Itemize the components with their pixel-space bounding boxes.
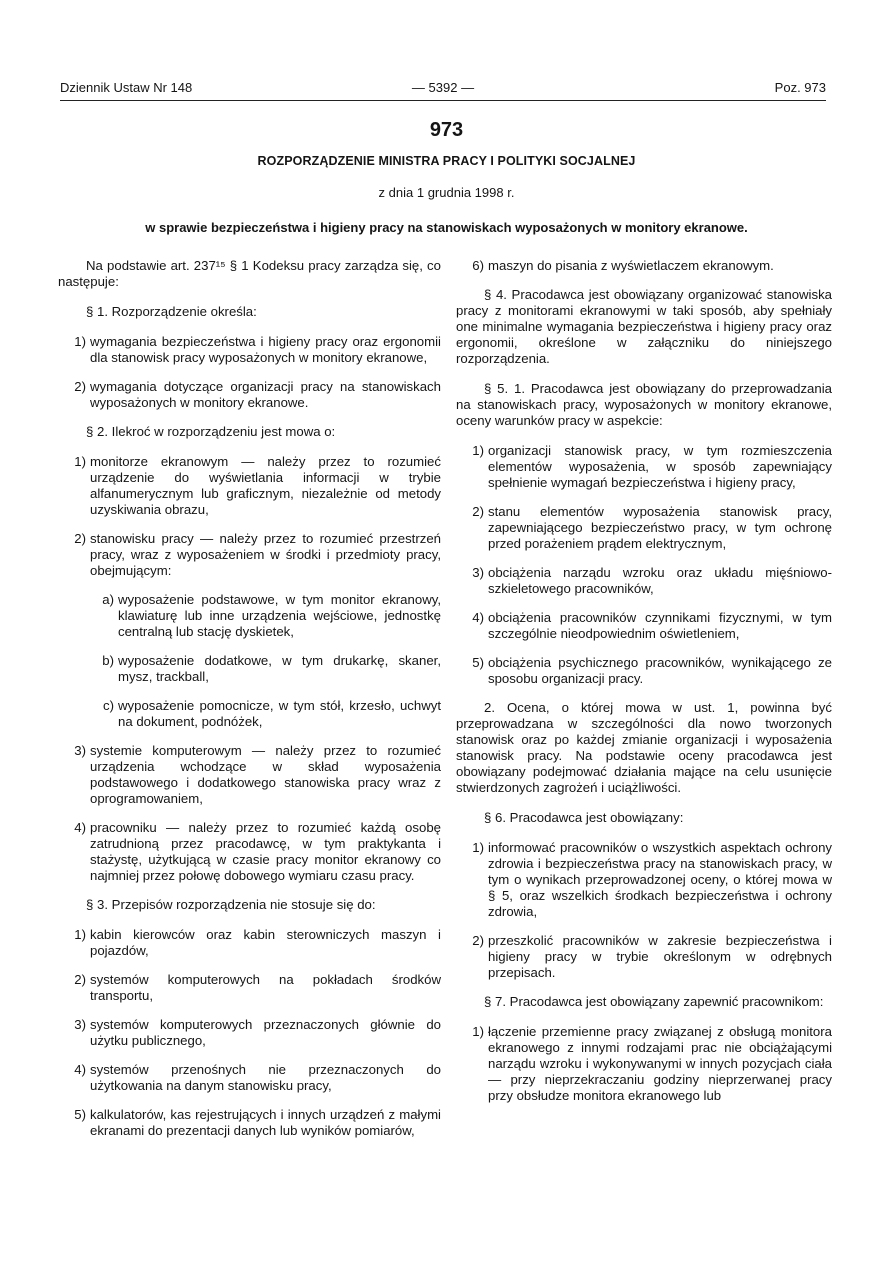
- item-text: systemie komputerowym — należy przez to rozumieć urządzenia wchodzące w skład wyposażenia podstawowego i dodatkowego stanowiska pracy wraz z oprogramowaniem,: [90, 743, 441, 806]
- list-item: [456, 840, 832, 920]
- item-text: kalkulatorów, kas rejestrujących i innych urządzeń z małymi ekranami do prezentacji danych lub wyników pomiarów,: [90, 1107, 441, 1138]
- item-text: organizacji stanowisk pracy, w tym rozmieszczenia elementów wyposażenia, w sposób zapewniający spełnienie wymagań bezpieczeństwa i higieny pracy,: [488, 443, 832, 490]
- item-letter: c): [103, 698, 114, 713]
- item-text: przeszkolić pracowników w zakresie bezpieczeństwa i higieny pracy w trybie określonym w odrębnych przepisach.: [488, 933, 832, 980]
- section-1-heading: § 1. Rozporządzenie określa:: [86, 304, 257, 319]
- item-number: 4): [74, 1062, 86, 1077]
- sub-list-item: [86, 592, 441, 640]
- page-header: [60, 80, 826, 100]
- act-date: z dnia 1 grudnia 1998 r.: [378, 185, 515, 200]
- item-number: 3): [74, 1017, 86, 1032]
- list-item: [58, 1062, 441, 1094]
- item-text: maszyn do pisania z wyświetlaczem ekranowym.: [488, 258, 774, 273]
- page-number: — 5392 —: [411, 80, 475, 95]
- item-text: wyposażenie dodatkowe, w tym drukarkę, skaner, mysz, trackball,: [118, 653, 441, 684]
- item-number: 1): [74, 927, 86, 942]
- list-item: [58, 1017, 441, 1049]
- item-number: 2): [472, 933, 484, 948]
- item-number: 1): [472, 443, 484, 458]
- item-number: 3): [74, 743, 86, 758]
- item-number: 5): [472, 655, 484, 670]
- item-number: 2): [74, 379, 86, 394]
- item-letter: b): [102, 653, 114, 668]
- journal-name: Dziennik Ustaw Nr 148: [60, 80, 193, 95]
- item-text: stanu elementów wyposażenia stanowisk pracy, zapewniającego bezpieczeństwo pracy, w tym ochronę przed porażeniem prądem elektrycznym,: [488, 504, 832, 551]
- item-text: informować pracowników o wszystkich aspektach ochrony zdrowia i bezpieczeństwa pracy na stanowiskach pracy, w tym o wynikach przeprowadzonej oceny, o której mowa w § 5, oraz wszelkich środkach bezpieczeństwa i ochrony zdrowia,: [488, 840, 832, 919]
- header-rule: [60, 100, 826, 101]
- item-number: 3): [472, 565, 484, 580]
- item-text: kabin kierowców oraz kabin sterowniczych maszyn i pojazdów,: [90, 927, 441, 958]
- section-4-paragraph: § 4. Pracodawca jest obowiązany organizować stanowiska pracy z monitorami ekranowymi w taki sposób, aby spełniały one minimalne wymagania bezpieczeństwa i higieny pracy oraz ergonomii, określone w załączniku do niniejszego rozporządzenia.: [456, 287, 832, 366]
- item-number: 1): [74, 454, 86, 469]
- section-5-heading: § 5. 1. Pracodawca jest obowiązany do przeprowadzania na stanowiskach pracy, wyposażonych w monitory ekranowe, oceny warunków pracy w aspekcie:: [456, 381, 832, 428]
- item-number: 2): [74, 972, 86, 987]
- section-6-heading: § 6. Pracodawca jest obowiązany:: [484, 810, 684, 825]
- item-letter: a): [102, 592, 114, 607]
- item-text: obciążenia psychicznego pracowników, wynikającego ze sposobu organizacji pracy.: [488, 655, 832, 686]
- list-item: [58, 454, 441, 518]
- item-number: 1): [472, 1024, 484, 1039]
- list-item: [456, 610, 832, 642]
- item-text: wymagania dotyczące organizacji pracy na stanowiskach wyposażonych w monitory ekranowe.: [90, 379, 441, 410]
- item-text: wyposażenie podstawowe, w tym monitor ekranowy, klawiaturę lub inne urządzenia wejściowe, jednostkę centralną lub stację dyskietek,: [118, 592, 441, 639]
- item-text: wymagania bezpieczeństwa i higieny pracy oraz ergonomii dla stanowisk pracy wyposażonych w monitory ekranowe,: [90, 334, 441, 365]
- list-item: [58, 743, 441, 807]
- list-item: [456, 933, 832, 981]
- item-text: systemów przenośnych nie przeznaczonych do użytkowania na danym stanowisku pracy,: [90, 1062, 441, 1093]
- item-text: monitorze ekranowym — należy przez to rozumieć urządzenie do wyświetlania informacji w trybie alfanumerycznym lub graficznym, niezależnie od metody uzyskiwania obrazu,: [90, 454, 441, 517]
- list-item: [58, 379, 441, 411]
- section-5-paragraph-2: 2. Ocena, o której mowa w ust. 1, powinna być przeprowadzana w szczególności dla nowo tworzonych stanowisk oraz po każdej zmianie organizacji i wyposażenia stanowisk pracy. Na podstawie oceny pracodawca jest obowiązany podejmować działania mające na celu usunięcie stwierdzonych zagrożeń i uciążliwości.: [456, 700, 832, 795]
- list-item: [58, 1107, 441, 1139]
- item-number: 4): [74, 820, 86, 835]
- act-subject: w sprawie bezpieczeństwa i higieny pracy na stanowiskach wyposażonych w monitory ekranowe.: [145, 220, 748, 235]
- list-item: [456, 655, 832, 687]
- item-number: 5): [74, 1107, 86, 1122]
- right-column: [456, 258, 832, 1117]
- item-number: 4): [472, 610, 484, 625]
- item-number: 1): [74, 334, 86, 349]
- list-item: [456, 504, 832, 552]
- item-text: wyposażenie pomocnicze, w tym stół, krzesło, uchwyt na dokument, podnóżek,: [118, 698, 441, 729]
- intro-paragraph: Na podstawie art. 237¹⁵ § 1 Kodeksu pracy zarządza się, co następuje:: [58, 258, 441, 289]
- sub-list-item: [86, 653, 441, 685]
- list-item: [58, 820, 441, 884]
- item-text: obciążenia pracowników czynnikami fizycznymi, w tym szczególnie nieodpowiednim oświetleniem,: [488, 610, 832, 641]
- position-number: Poz. 973: [774, 80, 826, 95]
- item-number: 2): [472, 504, 484, 519]
- list-item: [456, 258, 832, 274]
- section-3-heading: § 3. Przepisów rozporządzenia nie stosuje się do:: [86, 897, 376, 912]
- section-2-heading: § 2. Ilekroć w rozporządzeniu jest mowa o:: [86, 424, 336, 439]
- item-text: systemów komputerowych przeznaczonych głównie do użytku publicznego,: [90, 1017, 441, 1048]
- item-text: stanowisku pracy — należy przez to rozumieć przestrzeń pracy, wraz z wyposażeniem w środki i przedmioty pracy, obejmującym:: [90, 531, 441, 578]
- item-text: pracowniku — należy przez to rozumieć każdą osobę zatrudnioną przez pracodawcę, w tym praktykanta i stażystę, użytkującą w czasie pracy monitor ekranowy co najmniej przez połowę dobowego wymiaru czasu pracy.: [90, 820, 441, 883]
- list-item: [58, 531, 441, 579]
- list-item: [456, 443, 832, 491]
- item-text: łączenie przemienne pracy związanej z obsługą monitora ekranowego z innymi rodzajami prac nie obciążającymi narządu wzroku i wykonywanymi w innych pozycjach ciała — przy nieprzekraczaniu godziny nieprzerwanej pracy przy obsłudze monitora ekranowego lub: [488, 1024, 832, 1103]
- item-text: systemów komputerowych na pokładach środków transportu,: [90, 972, 441, 1003]
- list-item: [456, 565, 832, 597]
- item-text: obciążenia narządu wzroku oraz układu mięśniowo-szkieletowego pracowników,: [488, 565, 832, 596]
- act-number: 973: [429, 119, 464, 141]
- list-item: [58, 972, 441, 1004]
- item-number: 1): [472, 840, 484, 855]
- left-column: [58, 258, 441, 1152]
- sub-list-item: [86, 698, 441, 730]
- list-item: [58, 334, 441, 366]
- act-title: ROZPORZĄDZENIE MINISTRA PRACY I POLITYKI SOCJALNEJ: [257, 154, 636, 168]
- item-number: 6): [472, 258, 484, 273]
- section-7-heading: § 7. Pracodawca jest obowiązany zapewnić pracownikom:: [484, 994, 824, 1009]
- item-number: 2): [74, 531, 86, 546]
- list-item: [58, 927, 441, 959]
- list-item: [456, 1024, 832, 1104]
